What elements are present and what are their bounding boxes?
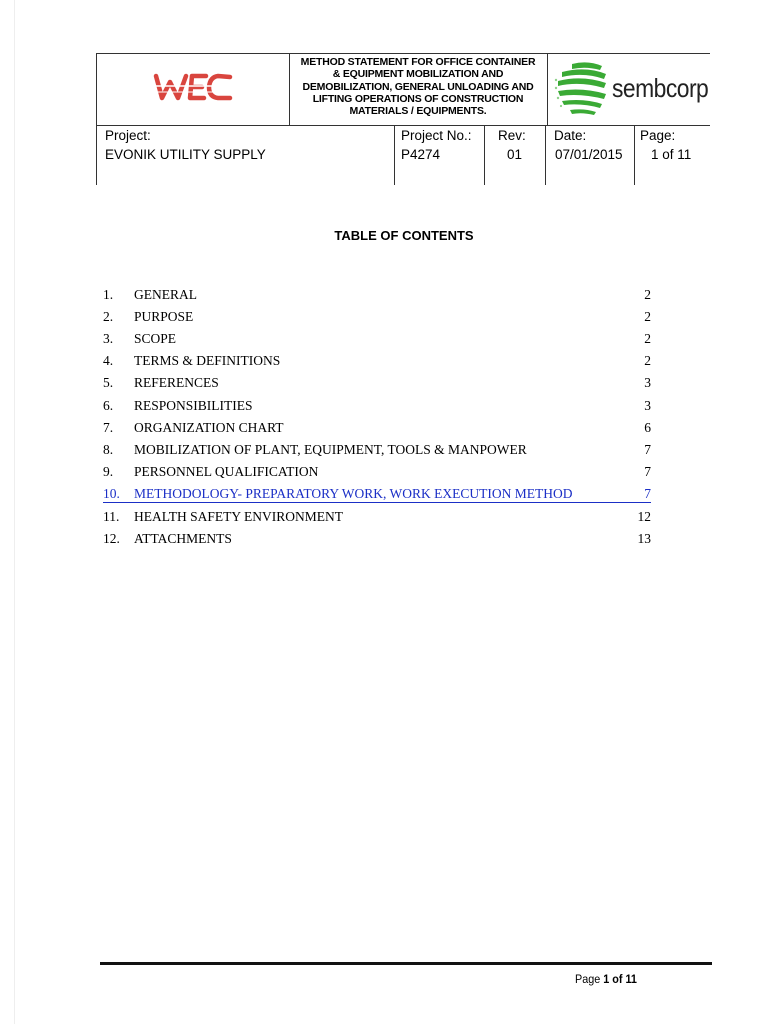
rev-value: 01	[507, 147, 523, 162]
toc-item[interactable]	[103, 331, 651, 351]
toc-item[interactable]	[103, 309, 651, 329]
toc-item[interactable]	[103, 353, 651, 373]
date-label: Date:	[554, 128, 587, 143]
title-line: MATERIALS / EQUIPMENTS.	[349, 105, 487, 118]
footer-of-word: of	[612, 972, 623, 986]
toc-item-page: 2	[644, 287, 651, 302]
toc-item[interactable]	[103, 420, 651, 440]
wec-logo	[150, 70, 234, 104]
toc-item-number: 11.	[103, 509, 120, 524]
toc-item-text: METHODOLOGY- PREPARATORY WORK, WORK EXECUTION METHOD	[134, 486, 573, 501]
footer-page-number	[575, 972, 637, 986]
project-label: Project:	[105, 128, 151, 143]
page-edge	[14, 0, 15, 1024]
toc-item[interactable]	[103, 442, 651, 462]
page-label: Page:	[640, 128, 676, 143]
toc-item[interactable]	[103, 464, 651, 484]
toc-item-page: 3	[644, 398, 651, 413]
footer-page-current: 1	[603, 972, 610, 986]
toc-item-page: 3	[644, 375, 651, 390]
project-value: EVONIK UTILITY SUPPLY	[105, 147, 266, 162]
rev-label: Rev:	[498, 128, 526, 143]
toc-item-text: RESPONSIBILITIES	[134, 398, 253, 413]
toc-item-number: 8.	[103, 442, 114, 457]
toc-item[interactable]	[103, 375, 651, 395]
document-title	[292, 56, 544, 117]
toc-item-text: REFERENCES	[134, 375, 219, 390]
toc-item-text: ORGANIZATION CHART	[134, 420, 284, 435]
toc-item-page: 12	[637, 509, 651, 524]
footer-rule	[100, 962, 712, 965]
project-no-value: P4274	[401, 147, 441, 162]
toc-item-number: 4.	[103, 353, 114, 368]
toc-item[interactable]	[103, 398, 651, 418]
toc-item-page: 13	[637, 531, 651, 546]
project-no-label: Project No.:	[401, 128, 472, 143]
toc-item-text: ATTACHMENTS	[134, 531, 232, 546]
toc-item-text: TERMS & DEFINITIONS	[134, 353, 281, 368]
toc-item-page: 2	[644, 353, 651, 368]
toc-title: TABLE OF CONTENTS	[334, 228, 474, 243]
sembcorp-wordmark: sembcorp	[612, 73, 709, 103]
toc-item-page: 2	[644, 331, 651, 346]
toc-item-number: 7.	[103, 420, 114, 435]
toc-item-number: 3.	[103, 331, 114, 346]
toc-item-page: 7	[644, 486, 651, 501]
toc-item-text: GENERAL	[134, 287, 197, 302]
toc-item-number: 9.	[103, 464, 114, 479]
footer-page-word: Page	[575, 972, 601, 986]
toc-item-text: PERSONNEL QUALIFICATION	[134, 464, 319, 479]
toc-item-text: SCOPE	[134, 331, 177, 346]
toc-item-page: 7	[644, 464, 651, 479]
toc-item-number: 5.	[103, 375, 114, 390]
footer-page-total: 11	[625, 972, 637, 986]
toc-item-text: MOBILIZATION OF PLANT, EQUIPMENT, TOOLS & MANPOWER	[134, 442, 527, 457]
toc-item-link[interactable]	[103, 486, 651, 506]
date-value: 07/01/2015	[555, 147, 623, 162]
toc-item-number: 12.	[103, 531, 120, 546]
toc-item[interactable]	[103, 509, 651, 529]
toc-item[interactable]	[103, 287, 651, 307]
title-line: & EQUIPMENT MOBILIZATION AND	[332, 68, 504, 81]
toc-item-number: 10.	[103, 486, 120, 501]
toc-item-page: 7	[644, 442, 651, 457]
title-line: METHOD STATEMENT FOR OFFICE CONTAINER	[300, 56, 536, 68]
toc-item-text: PURPOSE	[134, 309, 194, 324]
toc-item-number: 1.	[103, 287, 114, 302]
toc-item-page: 2	[644, 309, 651, 324]
toc-item-number: 2.	[103, 309, 114, 324]
page-value: 1 of 11	[651, 147, 692, 162]
toc-item-page: 6	[644, 420, 651, 435]
toc-item-text: HEALTH SAFETY ENVIRONMENT	[134, 509, 343, 524]
toc-item[interactable]	[103, 531, 651, 551]
toc-item-number: 6.	[103, 398, 114, 413]
title-line: DEMOBILIZATION, GENERAL UNLOADING AND	[302, 80, 534, 93]
title-line: LIFTING OPERATIONS OF CONSTRUCTION	[312, 92, 524, 105]
link-underline	[103, 502, 651, 503]
